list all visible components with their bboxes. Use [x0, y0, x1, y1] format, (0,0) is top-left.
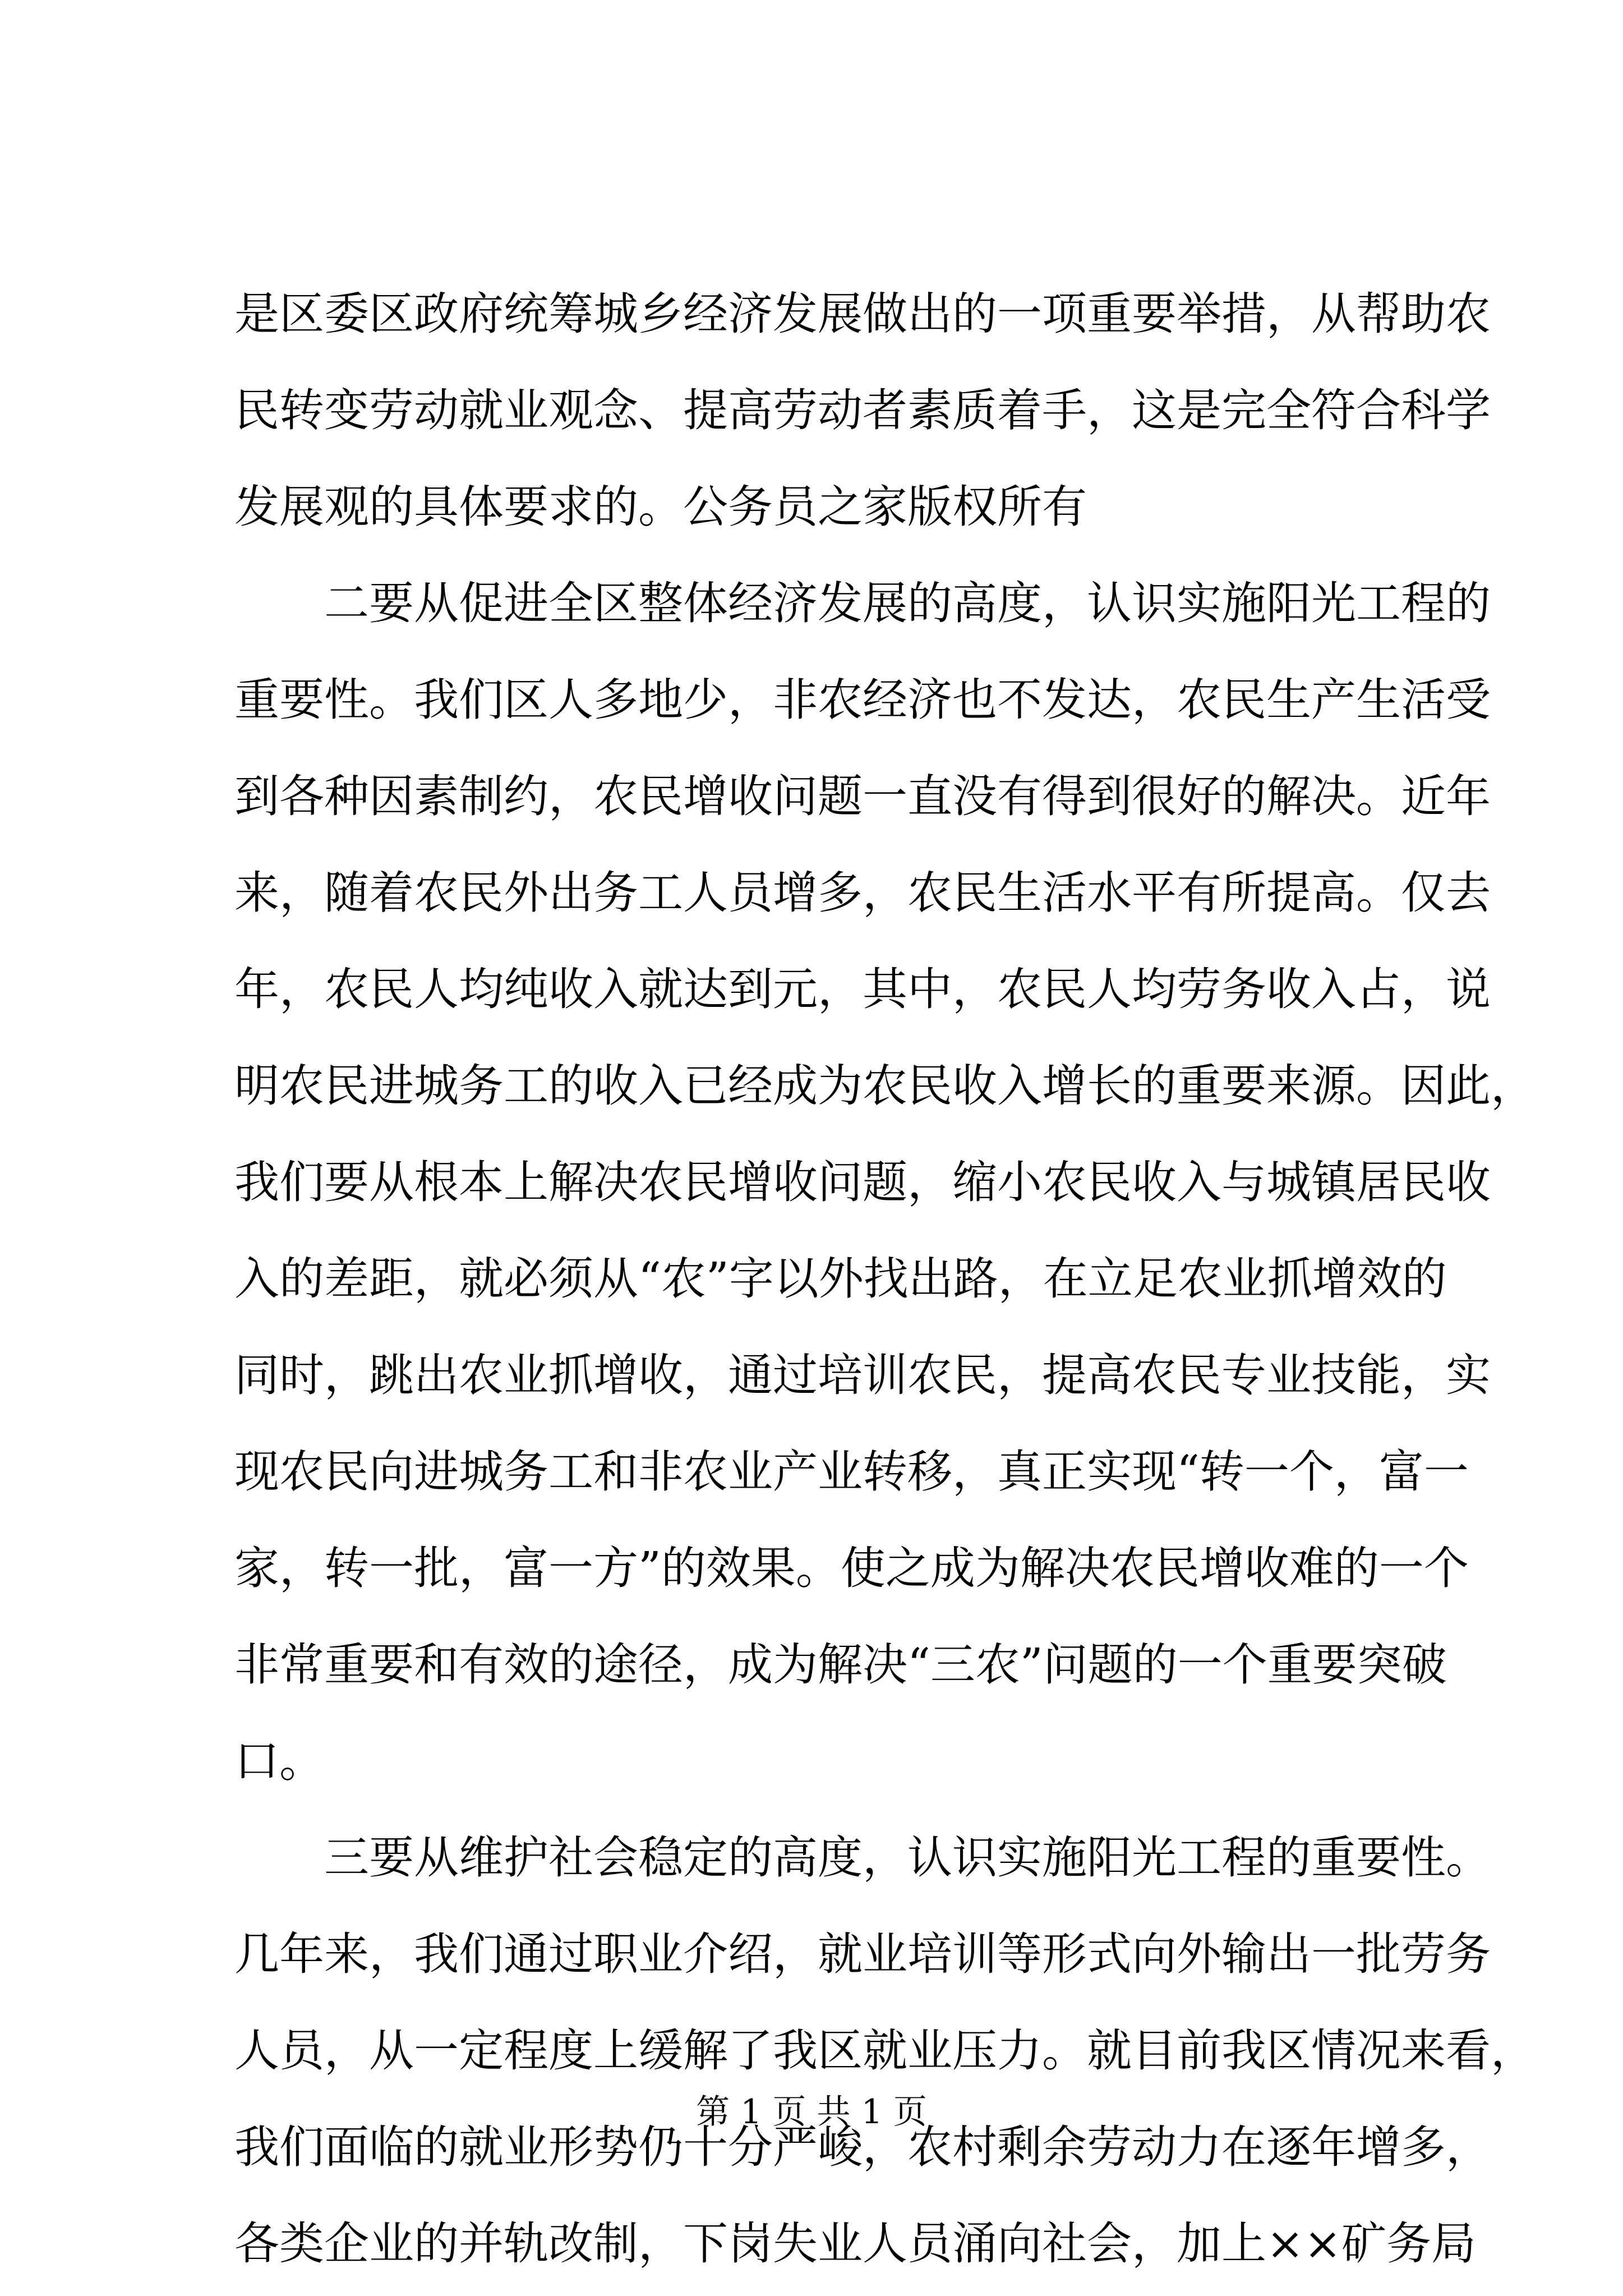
paragraph-line: 到各种因素制约，农民增收问题一直没有得到很好的解决。近年: [234, 770, 1491, 822]
paragraph-line: 同时，跳出农业抓增收，通过培训农民，提高农民专业技能，实: [234, 1349, 1491, 1401]
paragraph-line: 三要从维护社会稳定的高度，认识实施阳光工程的重要性。: [324, 1832, 1491, 1884]
paragraph-line: 口。: [234, 1735, 324, 1787]
paragraph-line: 发展观的具体要求的。公务员之家版权所有: [234, 481, 1087, 533]
paragraph-line: 几年来，我们通过职业介绍，就业培训等形式向外输出一批劳务: [234, 1928, 1491, 1980]
paragraph-line: 非常重要和有效的途径，成为解决“三农”问题的一个重要突破: [234, 1639, 1447, 1691]
paragraph-line: 重要性。我们区人多地少，非农经济也不发达，农民生产生活受: [234, 674, 1491, 726]
paragraph-line: 人员，从一定程度上缓解了我区就业压力。就目前我区情况来看，: [234, 2024, 1536, 2077]
paragraph-line: 各类企业的并轨改制，下岗失业人员涌向社会，加上××矿务局: [234, 2217, 1477, 2270]
paragraph-line: 民转变劳动就业观念、提高劳动者素质着手，这是完全符合科学: [234, 384, 1491, 436]
paragraph-line: 二要从促进全区整体经济发展的高度，认识实施阳光工程的: [324, 577, 1491, 629]
paragraph-line: 明农民进城务工的收入已经成为农民收入增长的重要来源。因此，: [234, 1060, 1536, 1112]
paragraph-line: 来，随着农民外出务工人员增多，农民生活水平有所提高。仅去: [234, 867, 1491, 919]
paragraph-line: 现农民向进城务工和非农业产业转移，真正实现“转一个，富一: [234, 1446, 1469, 1498]
page-number-footer: 第 1 页 共 1 页: [696, 2092, 927, 2132]
paragraph-line: 是区委区政府统筹城乡经济发展做出的一项重要举措，从帮助农: [234, 288, 1491, 340]
paragraph-line: 我们面临的就业形势仍十分严峻，农村剩余劳动力在逐年增多，: [234, 2121, 1491, 2173]
paragraph-line: 入的差距，就必须从“农”字以外找出路，在立足农业抓增效的: [234, 1253, 1447, 1305]
paragraph-line: 我们要从根本上解决农民增收问题，缩小农民收入与城镇居民收: [234, 1156, 1491, 1208]
paragraph-line: 年，农民人均纯收入就达到元，其中，农民人均劳务收入占，说: [234, 963, 1491, 1015]
paragraph-line: 家，转一批，富一方”的效果。使之成为解决农民增收难的一个: [234, 1542, 1469, 1594]
